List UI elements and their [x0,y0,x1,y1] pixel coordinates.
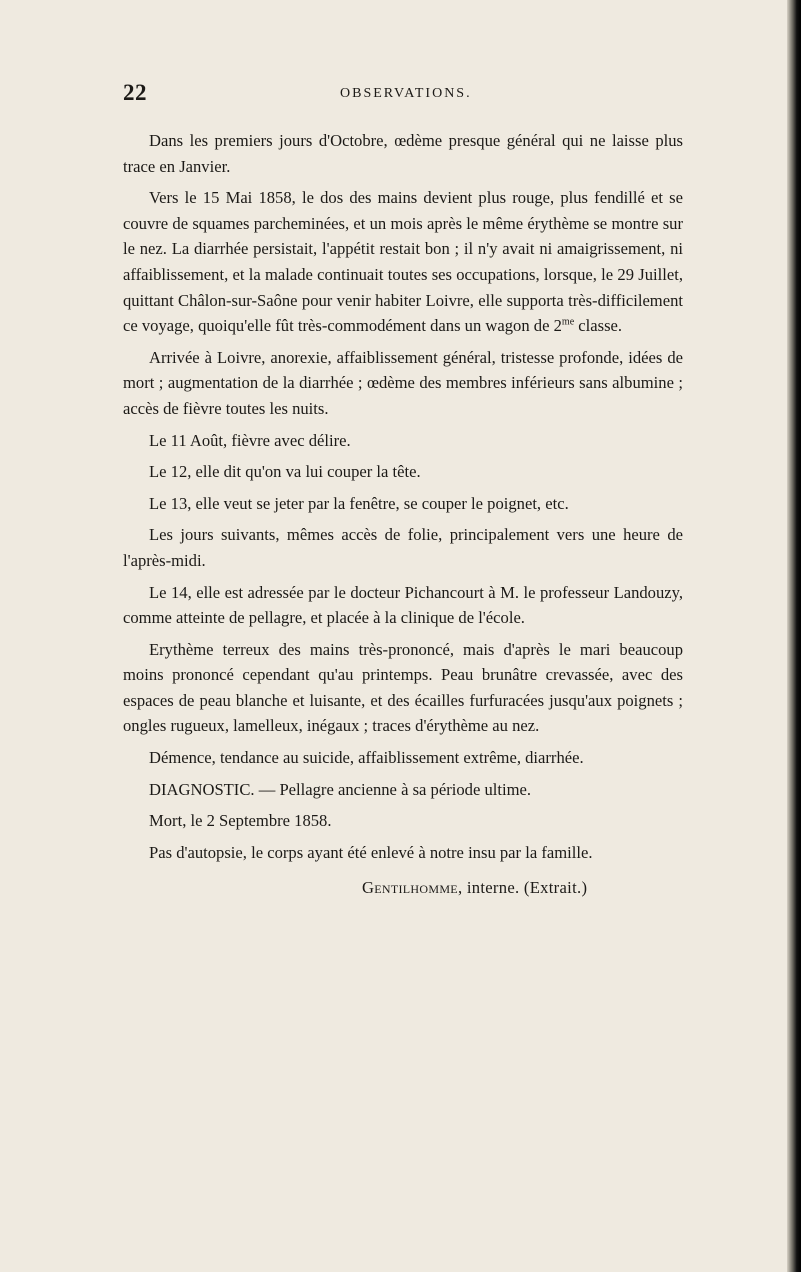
page-number: 22 [123,80,147,105]
paragraph-death: Mort, le 2 Septembre 1858. [149,811,332,831]
paragraph-following-days: Les jours suivants, mêmes accès de folie, principalement vers une heure de l'après-midi. [123,525,683,570]
paragraph-aug-14: Le 14, elle est adressée par le docteur Pichancourt à M. le professeur Landouzy, comme atteinte de pellagre, et placée à la clinique de l'école. [123,582,683,628]
paragraph-autopsy: Pas d'autopsie, le corps ayant été enlevé à notre insu par la famille. [149,842,593,862]
paragraph-october: Dans les premiers jours d'Octobre, œdème presque général qui ne laisse plus trace en Janvier. [123,131,683,176]
paragraph-aug-11: Le 11 Août, fièvre avec délire. [149,430,351,450]
signature [362,878,587,898]
page-edge-shadow [787,0,801,1272]
observation-text [123,128,683,865]
paragraph-erythema: Erythème terreux des mains très-prononcé, mais d'après le mari beaucoup moins prononcé cependant qu'au printemps. Peau brunâtre crevassée, avec des espaces de peau blanche et luisante, et des écailles furfuracées jusqu'aux poignets ; ongles rugueux, lamelleux, inégaux ; traces d'érythème au nez. [123,639,683,736]
signature-rest: , interne. (Extrait.) [457,878,588,897]
paragraph-aug-13: Le 13, elle veut se jeter par la fenêtre, se couper le poignet, etc. [149,493,569,513]
paragraph-dementia: Démence, tendance au suicide, affaiblissement extrême, diarrhée. [149,748,584,768]
paragraph-diagnosis: DIAGNOSTIC. — Pellagre ancienne à sa période ultime. [149,779,532,799]
class-superscript: me [561,316,575,328]
paragraph-may-1858-text: Vers le 15 Mai 1858, le dos des mains devient plus rouge, plus fendillé et se couvre de squames parcheminées, et un mois après le même érythème se montre sur le nez. La diarrhée persistait, l'appétit restait bon ; il n'y avait ni amaigrissement, ni affaiblissement, et la malade continuait toutes ses occupations, lorsque, le 29 Juillet, quittant Châlon-sur-Saône pour venir habiter Loivre, elle supporta très-difficilement ce voyage, quoiqu'elle fût très-commodément dans un wagon de 2 [123,188,683,336]
page-header [0,80,801,110]
running-title: OBSERVATIONS. [340,86,472,101]
paragraph-aug-12: Le 12, elle dit qu'on va lui couper la tête. [149,462,421,482]
paragraph-may-1858 [123,185,683,339]
paragraph-arrival-loivre: Arrivée à Loivre, anorexie, affaiblissement général, tristesse profonde, idées de mort ; augmentation de la diarrhée ; œdème des membres inférieurs sans albumine ; accès de fièvre toutes les nuits. [123,347,683,418]
signature-name: Gentilhomme [362,878,458,897]
class-suffix: classe. [574,316,623,336]
